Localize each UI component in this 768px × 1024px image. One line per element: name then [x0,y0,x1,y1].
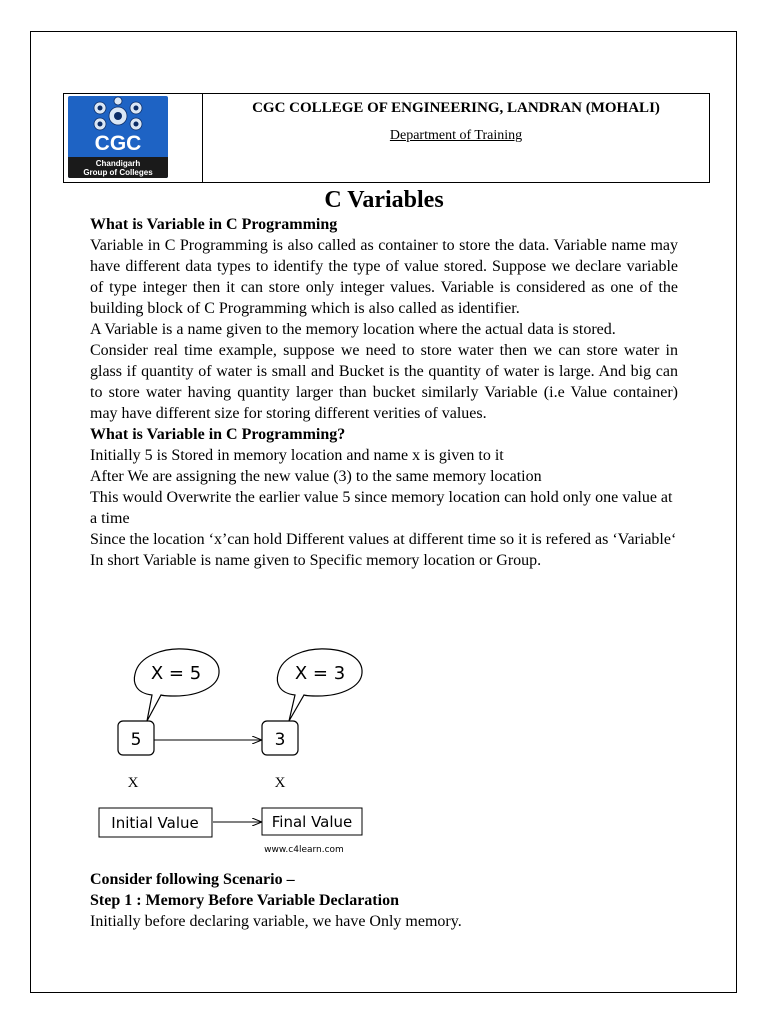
logo-line-2: Group of Colleges [83,168,153,177]
page-title: C Variables [324,187,444,213]
speech-bubble-2 [277,649,362,721]
department-name: Department of Training [389,128,523,143]
paragraph: Consider real time example, suppose we need to store water then we can store water in glass if quantity of water is small and Bucket is the quantity of water is large. And big can to store water having quantity larger than bucket similarly Variable (i.e Value container) may have different size for storing different verities of values. [90,342,678,422]
scenario-heading: Consider following Scenario – [90,871,295,888]
logo-band [68,157,168,178]
paragraph: Initially 5 is Stored in memory location and name x is given to it [90,447,504,464]
variable-diagram [95,645,375,860]
final-value-text: Final Value [271,813,353,831]
paragraph: Variable in C Programming is also called as container to store the data. Variable name may have different data types to identify the type of value stored. Suppose we declare variable of type integer then it can store only integer values. Variable is considered as one of the building block of C Programming which is also called as identifier. [90,237,678,317]
section-heading: What is Variable in C Programming? [90,426,346,443]
college-name: CGC COLLEGE OF ENGINEERING, LANDRAN (MOHALI) [252,100,660,116]
logo-line-1: Chandigarh [95,159,141,168]
paragraph: Since the location ‘x’can hold Different values at different time so it is refered as ‘Variable‘ [90,531,677,548]
initial-value-text: Initial Value [111,814,199,832]
gear-cluster-icon [68,96,168,136]
source-url: www.c4learn.com [264,845,344,855]
box-2-label: X [274,775,286,791]
section-heading: What is Variable in C Programming [90,216,338,233]
logo-acronym: CGC [94,132,142,155]
scenario-section [90,869,678,932]
speech-bubble-1 [134,649,219,721]
paragraph: This would Overwrite the earlier value 5 since memory location can hold only one value at a time [90,489,673,527]
step-heading: Step 1 : Memory Before Variable Declaration [90,892,399,909]
memory-box-1-value: 5 [130,730,142,750]
memory-box-2-value: 3 [274,730,286,750]
box-1-label: X [127,775,139,791]
header-box [63,93,710,183]
bubble-2-text: X = 3 [294,663,346,684]
paragraph: Initially before declaring variable, we have Only memory. [90,913,462,930]
paragraph: After We are assigning the new value (3) to the same memory location [90,468,542,485]
bubble-1-text: X = 5 [150,663,202,684]
main-content [90,214,678,571]
college-logo [68,96,168,178]
paragraph: A Variable is a name given to the memory location where the actual data is stored. [90,321,616,338]
paragraph: In short Variable is name given to Specific memory location or Group. [90,552,542,569]
